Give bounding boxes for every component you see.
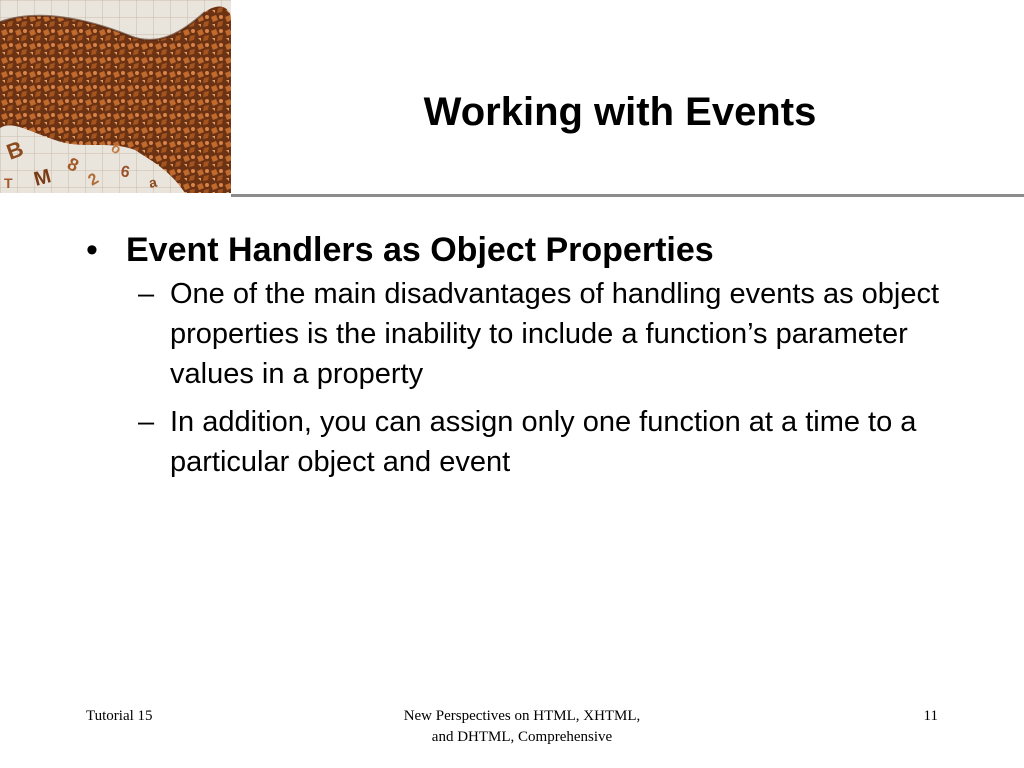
bullet-item: [86, 228, 966, 272]
sub-bullet-marker: –: [138, 406, 155, 438]
letters-collage-graphic: [0, 0, 231, 193]
svg-text:M: M: [31, 165, 54, 191]
footer-book-title: [362, 706, 682, 748]
bullet-text: Event Handlers as Object Properties: [126, 231, 714, 269]
svg-text:2: 2: [85, 170, 102, 190]
page-number: 11: [923, 708, 938, 724]
letters-collage-image: [0, 0, 231, 193]
bullet-marker: •: [86, 231, 98, 269]
footer-book-title-line2: and DHTML, Comprehensive: [431, 729, 613, 745]
footer-tutorial-label: Tutorial 15: [86, 708, 153, 724]
svg-text:T: T: [4, 175, 13, 191]
sub-bullet-marker: –: [138, 278, 155, 310]
slide-title: Working with Events: [423, 90, 817, 134]
svg-text:8: 8: [64, 153, 82, 176]
title-divider: [231, 194, 1024, 197]
svg-text:B: B: [3, 135, 27, 165]
footer-book-title-line1: New Perspectives on HTML, XHTML,: [403, 708, 641, 724]
sub-bullet-text: One of the main disadvantages of handling events as object properties is the inability to include a function’s parameter values in a property: [170, 278, 940, 390]
svg-text:6: 6: [119, 163, 132, 182]
svg-text:a: a: [147, 173, 159, 191]
slide-content: [86, 228, 966, 490]
sub-bullet-item: [86, 402, 966, 482]
sub-bullet-item: [86, 274, 966, 394]
svg-text:o: o: [108, 139, 125, 158]
sub-bullet-text: In addition, you can assign only one function at a time to a particular object and event: [170, 406, 917, 478]
